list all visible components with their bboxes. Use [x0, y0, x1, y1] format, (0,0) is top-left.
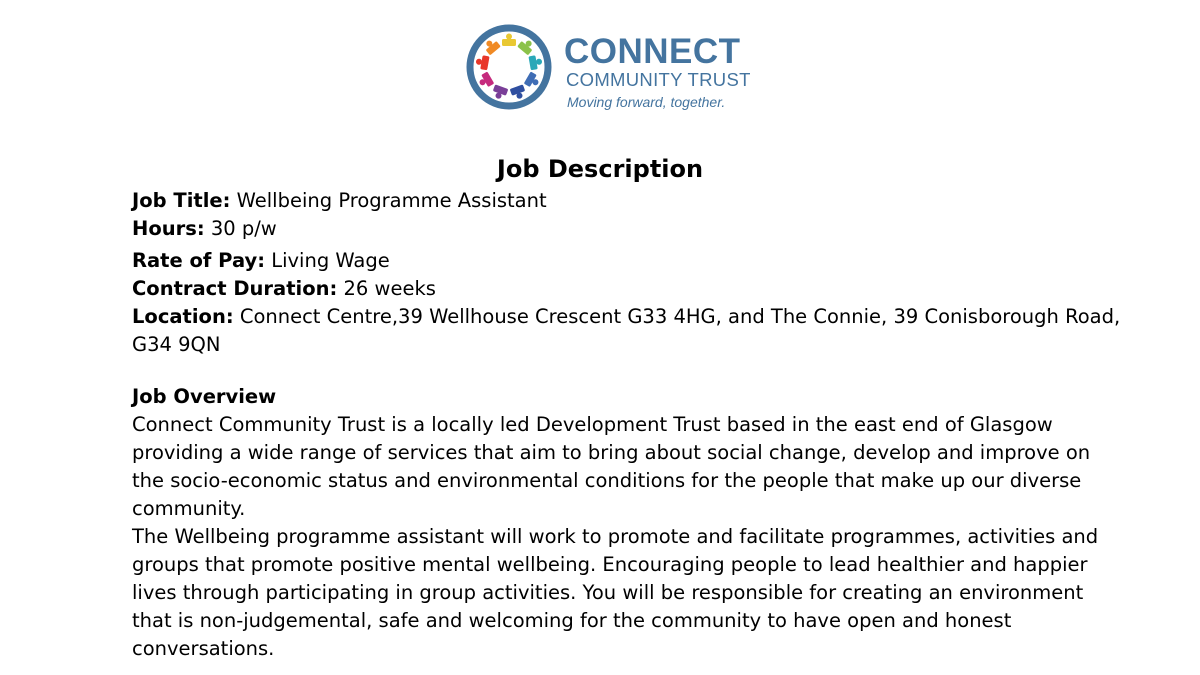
- overview-line: providing a wide range of services that aim to bring about social change, develop and improve on: [132, 441, 1091, 464]
- overview-line: Connect Community Trust is a locally led Development Trust based in the east end of Glasgow: [132, 413, 1053, 436]
- overview-line: community.: [132, 497, 246, 520]
- logo-piece: [510, 84, 527, 101]
- overview-line: lives through participating in group activities. You will be responsible for creating an environment: [132, 581, 1084, 604]
- page-title: Job Description: [496, 155, 704, 183]
- job-title-row: [132, 187, 1102, 215]
- location-label: Location:: [132, 305, 234, 328]
- overview-body: [132, 411, 1099, 663]
- brand-subtitle: COMMUNITY TRUST: [566, 69, 751, 90]
- hours-label: Hours:: [132, 217, 205, 240]
- overview-line: groups that promote positive mental wellbeing. Encouraging people to lead healthier and happier: [132, 553, 1088, 576]
- job-overview: [132, 383, 1099, 663]
- duration-value: 26 weeks: [343, 277, 436, 300]
- logo: [464, 22, 764, 112]
- location-row: [132, 303, 1121, 331]
- pay-row: [132, 247, 1102, 275]
- hours-row: [132, 215, 1102, 243]
- brand-name: CONNECT: [564, 32, 741, 71]
- overview-heading: Job Overview: [132, 385, 277, 408]
- logo-text: [564, 34, 751, 112]
- logo-piece: [475, 54, 490, 70]
- overview-line: that is non-judgemental, safe and welcoming for the community to have open and honest: [132, 609, 1012, 632]
- job-title-value: Wellbeing Programme Assistant: [236, 189, 547, 212]
- logo-piece: [528, 54, 543, 70]
- pay-label: Rate of Pay:: [132, 249, 266, 272]
- location-value: Connect Centre,39 Wellhouse Crescent G33 4HG, and The Connie, 39 Conisborough Road,: [239, 305, 1121, 328]
- hours-value: 30 p/w: [210, 217, 277, 240]
- job-details: [132, 187, 1121, 359]
- location-value-continued: G34 9QN: [132, 333, 221, 356]
- logo-piece: [502, 34, 516, 47]
- logo-piece: [491, 84, 508, 101]
- overview-line: conversations.: [132, 637, 275, 660]
- connect-logo-icon: [464, 22, 554, 112]
- pay-value: Living Wage: [271, 249, 390, 272]
- job-title-label: Job Title:: [132, 189, 231, 212]
- overview-line: the socio-economic status and environmental conditions for the people that make up our diverse: [132, 469, 1082, 492]
- overview-line: The Wellbeing programme assistant will work to promote and facilitate programmes, activities and: [132, 525, 1099, 548]
- duration-label: Contract Duration:: [132, 277, 338, 300]
- brand-tagline: Moving forward, together.: [567, 94, 726, 110]
- duration-row: [132, 275, 1102, 303]
